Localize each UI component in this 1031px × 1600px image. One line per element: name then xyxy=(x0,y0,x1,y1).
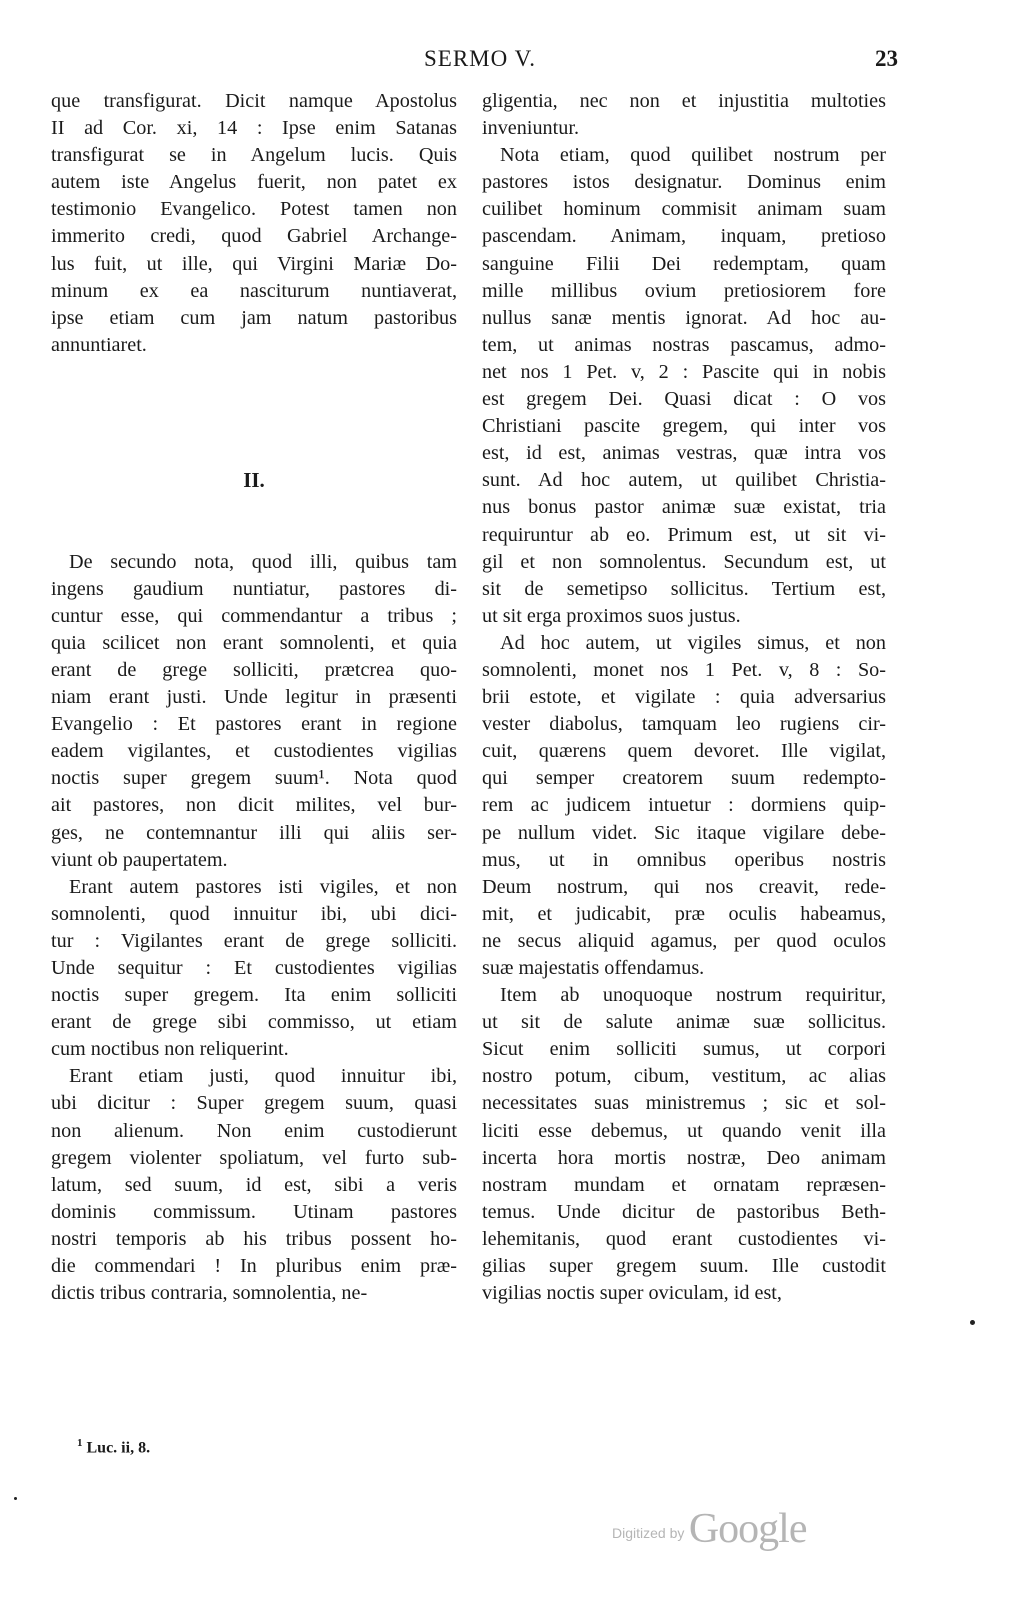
text-line: cuilibet hominum commisit animam suam xyxy=(482,198,886,221)
text-line: De secundo nota, quod illi, quibus tam xyxy=(69,550,457,573)
text-line: noctis super gregem suum¹. Nota quod xyxy=(51,767,457,790)
text-line: Deum nostrum, qui nos creavit, rede- xyxy=(482,875,886,898)
text-line: necessitates suas ministremus ; sic et sol- xyxy=(482,1092,886,1115)
section-number: II. xyxy=(243,468,265,493)
text-line: que transfigurat. Dicit namque Apostolus xyxy=(51,90,457,112)
text-line: eadem vigilantes, et custodientes vigilias xyxy=(51,740,457,763)
text-line: ubi dicitur : Super gregem suum, quasi xyxy=(51,1092,457,1115)
text-line: viunt ob paupertatem. xyxy=(51,848,228,871)
text-line: noctis super gregem. Ita enim solliciti xyxy=(51,984,457,1007)
blank-line xyxy=(51,522,457,549)
text-line: ut sit de salute animæ suæ sollicitus. xyxy=(482,1011,886,1034)
text-line: Item ab unoquoque nostrum requiritur, xyxy=(500,984,886,1007)
text-line: Nota etiam, quod quilibet nostrum per xyxy=(500,144,886,167)
text-line: vigilias noctis super oviculam, id est, xyxy=(482,1282,782,1305)
text-line: liciti esse debemus, ut quando venit illa xyxy=(482,1119,886,1142)
text-line: nostram mundam et ornatam repræsen- xyxy=(482,1173,886,1196)
text-line: brii estote, et vigilate : quia adversarius xyxy=(482,686,886,709)
text-line: non alienum. Non enim custodierunt xyxy=(51,1119,457,1142)
text-line: gil et non somnolentus. Secundum est, ut xyxy=(482,550,886,573)
right-column xyxy=(482,88,886,1307)
text-line: tem, ut animas nostras pascamus, admo- xyxy=(482,333,886,356)
text-line: mille millibus ovium pretiosiorem fore xyxy=(482,279,886,302)
text-line: nus bonus pastor animæ suæ existat, tria xyxy=(482,496,886,519)
text-line: incerta hora mortis nostræ, Deo animam xyxy=(482,1146,886,1169)
page-number: 23 xyxy=(875,46,898,71)
text-line: nostri temporis ab his tribus possent ho- xyxy=(51,1227,457,1250)
text-line: ipse etiam cum jam natum pastoribus xyxy=(51,306,457,329)
text-line: immerito credi, quod Gabriel Archange- xyxy=(51,225,457,248)
text-line: mit, et judicabit, præ oculis habeamus, xyxy=(482,902,886,925)
text-line: qui semper creatorem suum redempto- xyxy=(482,767,886,790)
text-line: ges, ne contemnantur illi qui aliis ser- xyxy=(51,821,457,844)
text-line: quia scilicet non erant somnolenti, et quia xyxy=(51,631,457,654)
text-line: est, id est, animas vestras, quæ intra vos xyxy=(482,442,886,465)
text-line: Unde sequitur : Et custodientes vigilias xyxy=(51,957,457,979)
text-line: requiruntur ab eo. Primum est, ut sit vi- xyxy=(482,523,886,546)
watermark-prefix: Digitized by xyxy=(612,1525,685,1541)
text-line: Sicut enim solliciti sumus, ut corpori xyxy=(482,1038,886,1061)
text-line: cum noctibus non reliquerint. xyxy=(51,1038,289,1061)
text-line: sunt. Ad hoc autem, ut quilibet Christia- xyxy=(482,469,886,492)
text-line: mus, ut in omnibus operibus nostris xyxy=(482,848,886,871)
blank-line xyxy=(51,386,457,413)
text-line: die commendari ! In pluribus enim præ- xyxy=(51,1255,457,1278)
text-line: erant de grege solliciti, prætcrea quo- xyxy=(51,658,457,681)
text-line: pascendam. Animam, inquam, pretioso xyxy=(482,225,886,248)
text-line: Evangelio : Et pastores erant in regione xyxy=(51,713,457,736)
text-line: annuntiaret. xyxy=(51,333,147,356)
text-line: sit de semetipso sollicitus. Tertium est, xyxy=(482,577,886,600)
text-line: Erant autem pastores isti vigiles, et non xyxy=(69,875,457,898)
text-line: nullus sanæ mentis ignorat. Ad hoc au- xyxy=(482,306,886,329)
left-column xyxy=(51,88,457,1307)
blank-line xyxy=(51,494,457,521)
text-line: Erant etiam justi, quod innuitur ibi, xyxy=(69,1065,457,1088)
scan-speck xyxy=(970,1320,975,1325)
footnote-text: Luc. ii, 8. xyxy=(86,1439,151,1457)
text-line: suæ majestatis offendamus. xyxy=(482,957,705,979)
digitized-watermark xyxy=(612,1505,806,1553)
text-line: gregem violenter spoliatum, vel furto sub- xyxy=(51,1146,457,1169)
footnote xyxy=(77,1437,150,1457)
text-line: Christiani pascite gregem, qui inter vos xyxy=(482,415,886,438)
blank-line xyxy=(51,440,457,467)
text-line: latum, sed suum, id est, sibi a veris xyxy=(51,1173,457,1196)
footnote-marker: 1 xyxy=(77,1437,83,1449)
text-line: somnolenti, quod innuitur ibi, ubi dici- xyxy=(51,902,457,925)
running-title: SERMO V. xyxy=(424,46,536,71)
text-line: cuntur esse, qui commendantur a tribus ; xyxy=(51,604,457,627)
text-line: dominis commissum. Utinam pastores xyxy=(51,1200,457,1223)
text-line: ait pastores, non dicit milites, vel bur- xyxy=(51,794,457,817)
text-line: tur : Vigilantes erant de grege solliciti. xyxy=(51,929,457,952)
text-line: sanguine Filii Dei redemptam, quam xyxy=(482,252,886,275)
text-line: gligentia, nec non et injustitia multoties xyxy=(482,90,886,112)
text-line: lehemitanis, quod erant custodientes vi- xyxy=(482,1227,886,1250)
text-line: ut sit erga proximos suos justus. xyxy=(482,604,741,627)
text-line: II ad Cor. xi, 14 : Ipse enim Satanas xyxy=(51,117,457,140)
text-line: vester diabolus, tamquam leo rugiens cir- xyxy=(482,713,886,736)
scan-speck xyxy=(14,1497,17,1500)
text-line: rem ac judicem intuetur : dormiens quip- xyxy=(482,794,886,817)
text-line: gilias super gregem suum. Ille custodit xyxy=(482,1255,886,1278)
text-line: pastores istos designatur. Dominus enim xyxy=(482,171,886,194)
text-line: erant de grege sibi commisso, ut etiam xyxy=(51,1011,457,1034)
text-line: temus. Unde dicitur de pastoribus Beth- xyxy=(482,1200,886,1223)
text-line: lus fuit, ut ille, qui Virgini Mariæ Do- xyxy=(51,252,457,275)
text-line: Ad hoc autem, ut vigiles simus, et non xyxy=(500,631,886,654)
text-line: transfigurat se in Angelum lucis. Quis xyxy=(51,144,457,167)
text-line: ne secus aliquid agamus, per quod oculos xyxy=(482,929,886,952)
text-line: autem iste Angelus fuerit, non patet ex xyxy=(51,171,457,194)
text-line: minum ex ea nasciturum nuntiaverat, xyxy=(51,279,457,302)
text-line: inveniuntur. xyxy=(482,117,580,140)
google-logo: Google xyxy=(688,1506,807,1552)
text-line: niam erant justi. Unde legitur in præsenti xyxy=(51,686,457,709)
text-line: cuit, quærens quem devoret. Ille vigilat, xyxy=(482,740,886,763)
blank-line xyxy=(51,413,457,440)
text-line: testimonio Evangelico. Potest tamen non xyxy=(51,198,457,221)
text-line: net nos 1 Pet. v, 2 : Pascite qui in nobis xyxy=(482,360,886,383)
text-line: pe nullum videt. Sic itaque vigilare debe- xyxy=(482,821,886,844)
text-line: ingens gaudium nuntiatur, pastores di- xyxy=(51,577,457,600)
text-line: nostro potum, cibum, vestitum, ac alias xyxy=(482,1065,886,1088)
text-line: est gregem Dei. Quasi dicat : O vos xyxy=(482,388,886,411)
text-line: somnolenti, monet nos 1 Pet. v, 8 : So- xyxy=(482,658,886,681)
blank-line xyxy=(51,359,457,386)
text-line: dictis tribus contraria, somnolentia, ne- xyxy=(51,1282,368,1305)
